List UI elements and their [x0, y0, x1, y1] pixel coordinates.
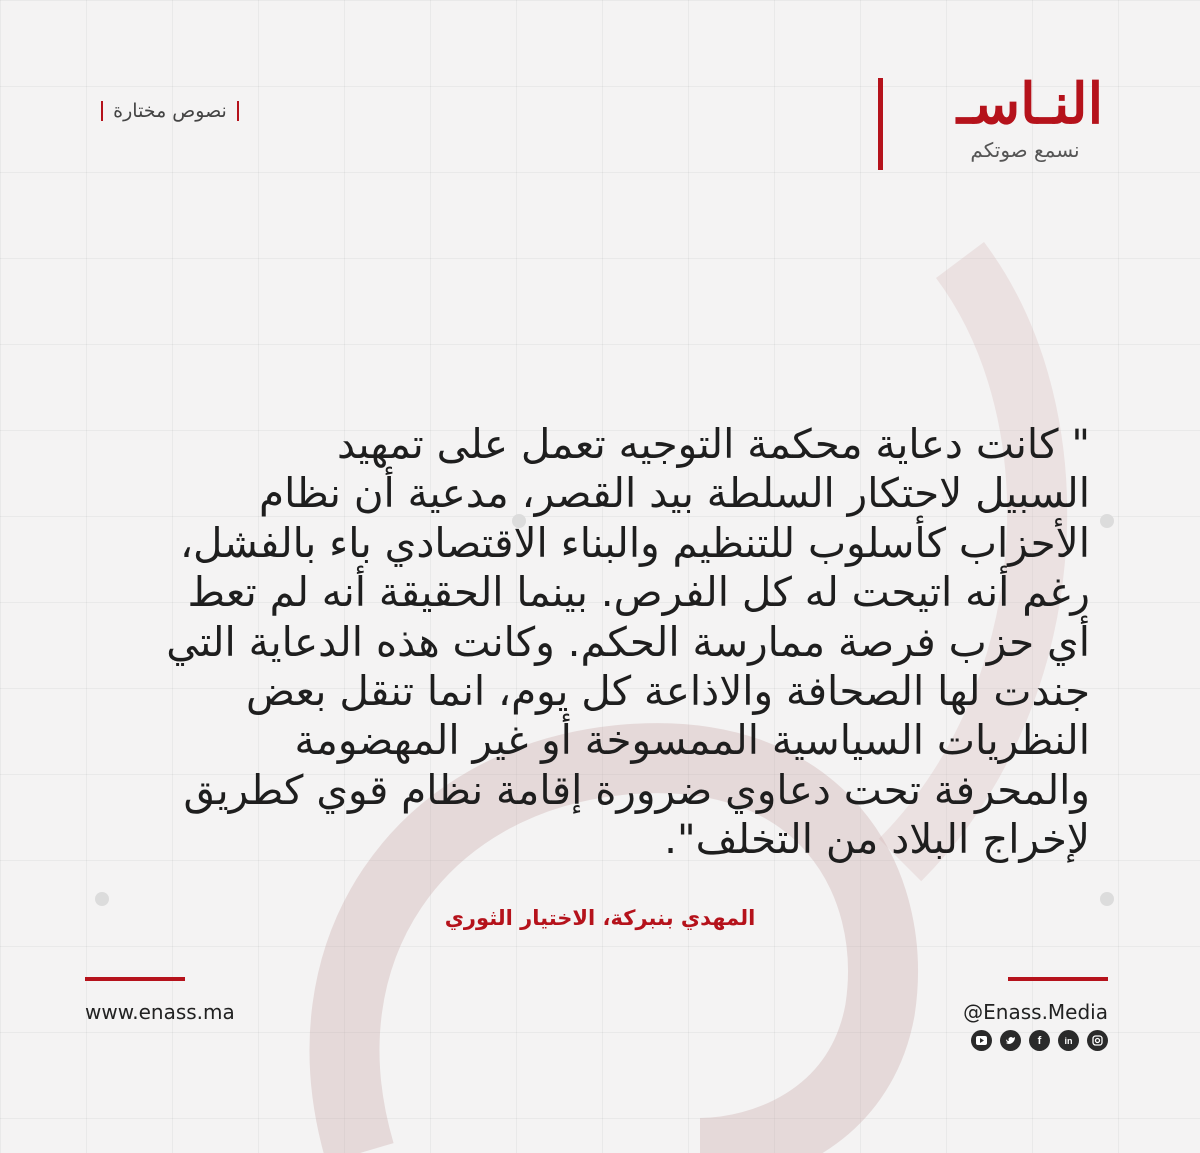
quote-line: السبيل لاحتكار السلطة بيد القصر، مدعية أن نظام	[259, 469, 1090, 518]
facebook-icon[interactable]: f	[1029, 1030, 1050, 1051]
quote-attribution: المهدي بنبركة، الاختيار الثوري	[444, 906, 756, 930]
section-tag	[60, 96, 280, 126]
logo-wordmark: النـاسـ	[956, 71, 1104, 137]
linkedin-icon[interactable]: in	[1058, 1030, 1079, 1051]
quote-line: والمحرفة تحت دعاوي ضرورة إقامة نظام قوي كطريق	[183, 765, 1090, 814]
quote-line: جندت لها الصحافة والاذاعة كل يوم، انما تنقل بعض	[246, 667, 1090, 716]
logo-tagline: نسمع صوتكم	[970, 138, 1080, 162]
footer-line-left	[85, 977, 185, 981]
quote-line: رغم أنه اتيحت له كل الفرص. بينما الحقيقة أنه لم تعط	[187, 568, 1090, 617]
quote-line: لإخراج البلاد من التخلف".	[664, 815, 1090, 864]
social-handle[interactable]: @Enass.Media	[963, 1000, 1108, 1024]
tag-bar-left	[101, 101, 103, 121]
section-tag-label: نصوص مختارة	[113, 100, 227, 122]
tag-bar-right	[237, 101, 239, 121]
quote-line: الأحزاب كأسلوب للتنظيم والبناء الاقتصادي باء بالفشل،	[179, 518, 1090, 567]
logo-divider	[878, 78, 883, 170]
twitter-icon[interactable]	[1000, 1030, 1021, 1051]
footer-line-right	[1008, 977, 1108, 981]
website-link[interactable]: www.enass.ma	[85, 1000, 235, 1024]
quote-line: أي حزب فرصة ممارسة الحكم. وكانت هذه الدعاية التي	[166, 617, 1090, 666]
quote-line: النظريات السياسية الممسوخة أو غير المهضومة	[294, 716, 1090, 765]
youtube-icon[interactable]	[971, 1030, 992, 1051]
quote-line: " كانت دعاية محكمة التوجيه تعمل على تمهيد	[336, 420, 1090, 468]
instagram-icon[interactable]	[1087, 1030, 1108, 1051]
social-icons	[971, 1030, 1108, 1051]
quote-text	[90, 420, 1090, 865]
